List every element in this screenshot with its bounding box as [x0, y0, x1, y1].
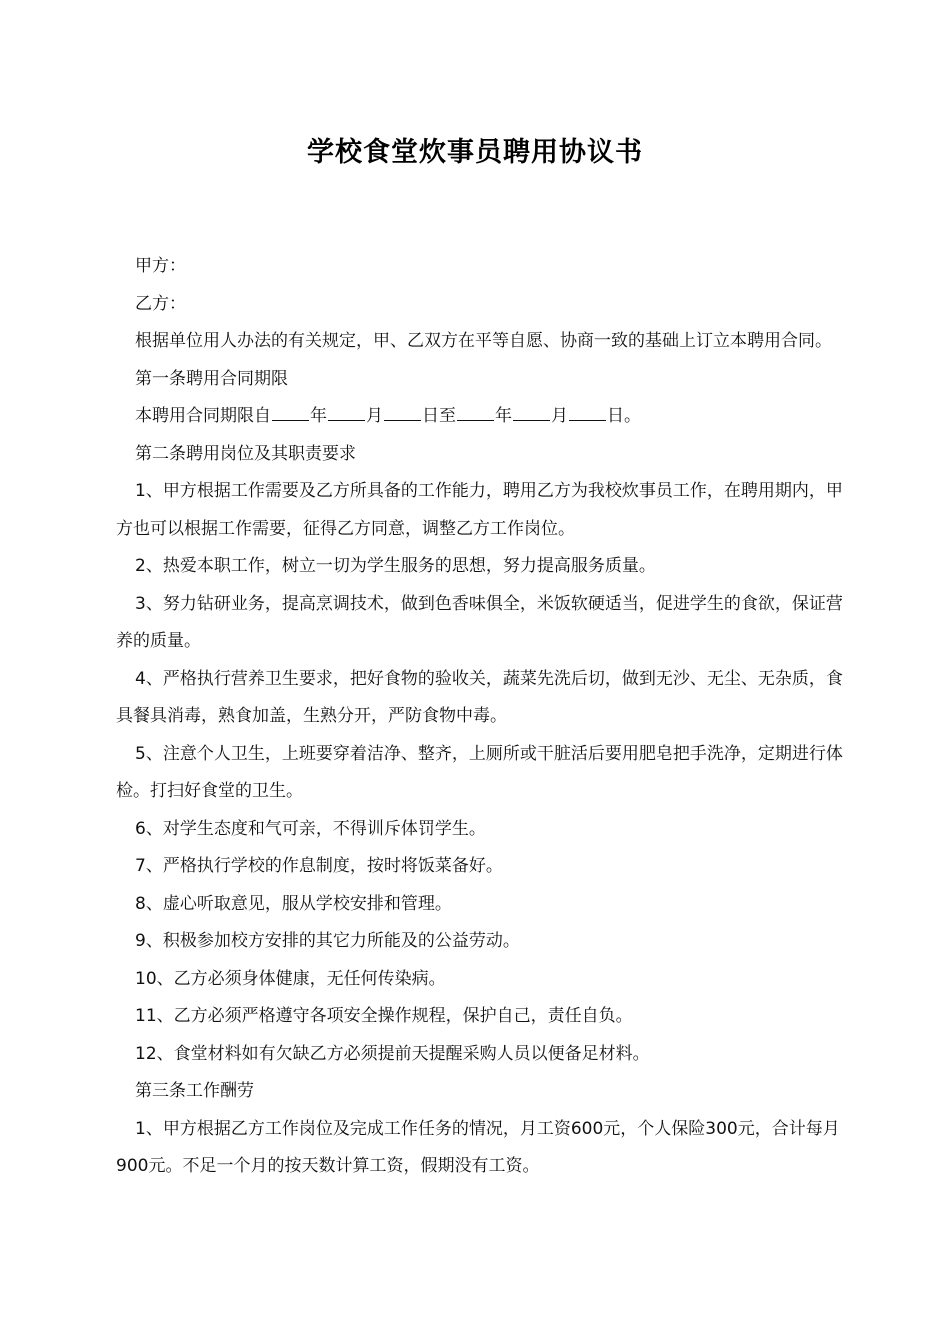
- document-title: 学校食堂炊事员聘用协议书: [307, 137, 643, 168]
- term-text-day-end: 日。: [607, 406, 641, 426]
- article1-heading: 第一条聘用合同期限: [135, 368, 288, 389]
- term-text-start: 本聘用合同期限自: [135, 406, 271, 426]
- term-text-month-1: 月: [366, 406, 383, 426]
- term-text-year-2: 年: [495, 406, 512, 426]
- term-text-month-2: 月: [551, 406, 568, 426]
- blank-start-day: [384, 405, 421, 421]
- blank-end-month: [513, 405, 550, 421]
- article2-heading: 第二条聘用岗位及其职责要求: [135, 443, 356, 464]
- article2-item: 6、对学生态度和气可亲，不得训斥体罚学生。: [135, 818, 486, 839]
- article2-item: 5、注意个人卫生，上班要穿着洁净、整齐，上厕所或干脏活后要用肥皂把手洗净，定期进行体检。打扫好食堂的卫生。: [116, 743, 843, 801]
- article3-heading: 第三条工作酬劳: [135, 1081, 254, 1101]
- article2-item: 9、积极参加校方安排的其它力所能及的公益劳动。: [135, 931, 520, 951]
- party-b-line: 乙方：: [135, 293, 186, 314]
- document-body: [116, 248, 844, 1186]
- article2-item: 3、努力钻研业务，提高烹调技术，做到色香味俱全，米饭软硬适当，促进学生的食欲，保证营养的质量。: [116, 593, 843, 651]
- blank-start-year: [272, 405, 309, 421]
- blank-start-month: [328, 405, 365, 421]
- article2-item: 10、乙方必须身体健康，无任何传染病。: [135, 968, 446, 989]
- term-text-year-1: 年: [310, 406, 327, 426]
- blank-end-day: [569, 405, 606, 421]
- article2-item: 4、严格执行营养卫生要求，把好食物的验收关，蔬菜先洗后切，做到无沙、无尘、无杂质，食具餐具消毒，熟食加盖，生熟分开，严防食物中毒。: [116, 668, 843, 726]
- article2-item: 11、乙方必须严格遵守各项安全操作规程，保护自己，责任自负。: [135, 1006, 633, 1026]
- intro-paragraph: 根据单位用人办法的有关规定，甲、乙双方在平等自愿、协商一致的基础上订立本聘用合同。: [135, 331, 832, 351]
- article2-item: 7、严格执行学校的作息制度，按时将饭菜备好。: [135, 856, 503, 876]
- article2-item: 2、热爱本职工作，树立一切为学生服务的思想，努力提高服务质量。: [135, 556, 656, 576]
- blank-end-year: [457, 405, 494, 421]
- article3-item: 1、甲方根据乙方工作岗位及完成工作任务的情况，月工资600元，个人保险300元，合计每月900元。不足一个月的按天数计算工资，假期没有工资。: [116, 1118, 840, 1176]
- term-text-day-to: 日至: [422, 406, 456, 426]
- contract-term-line: [116, 398, 844, 436]
- article2-item: 1、甲方根据工作需要及乙方所具备的工作能力，聘用乙方为我校炊事员工作，在聘用期内，甲方也可以根据工作需要，征得乙方同意，调整乙方工作岗位。: [116, 481, 843, 539]
- article2-item: 12、食堂材料如有欠缺乙方必须提前天提醒采购人员以便备足材料。: [135, 1043, 650, 1064]
- article2-item: 8、虚心听取意见，服从学校安排和管理。: [135, 893, 452, 914]
- party-a-line: 甲方：: [135, 256, 186, 276]
